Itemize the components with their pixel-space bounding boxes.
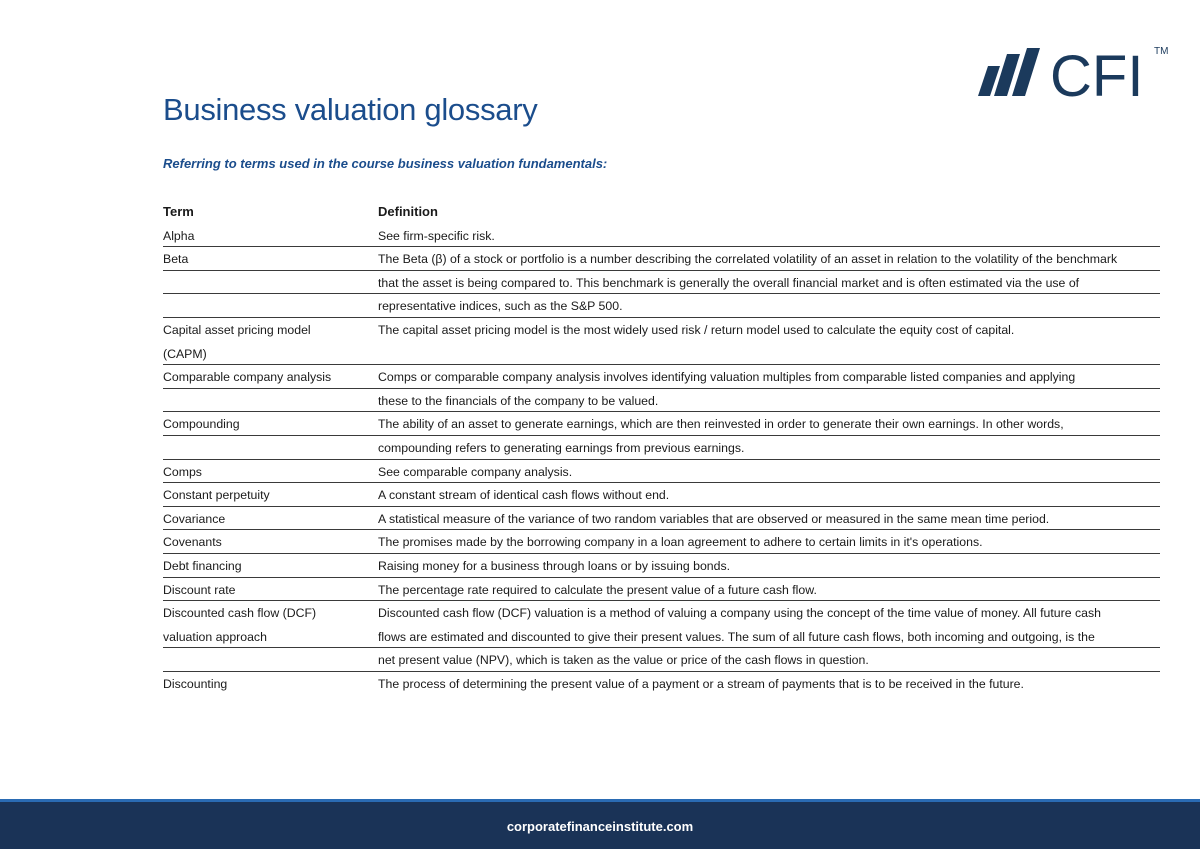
term-cell: Debt financing: [163, 558, 242, 573]
table-row: [163, 342, 1160, 366]
footer-website-link[interactable]: corporatefinanceinstitute.com: [506, 819, 694, 834]
table-row: [163, 436, 1160, 460]
table-row: [163, 389, 1160, 413]
term-cell: Comparable company analysis: [163, 370, 332, 385]
cfi-logo: [974, 40, 1174, 102]
glossary-table: [163, 200, 1160, 695]
definition-cell: representative indices, such as the S&P 500.: [378, 299, 623, 314]
term-cell: valuation approach: [163, 629, 267, 644]
term-cell: Discounting: [163, 676, 228, 691]
term-cell: Covariance: [163, 511, 226, 526]
table-row: [163, 365, 1160, 389]
table-row: [163, 318, 1160, 342]
table-header-row: [163, 200, 1160, 224]
table-row: [163, 625, 1160, 649]
table-row: [163, 554, 1160, 578]
term-cell: Covenants: [163, 535, 222, 550]
footer-bar: [0, 799, 1200, 849]
table-row: [163, 294, 1160, 318]
table-row: [163, 247, 1160, 271]
svg-text:TM: TM: [1154, 46, 1169, 57]
svg-text:CFI: CFI: [1050, 44, 1144, 102]
cfi-logo-mark: [974, 40, 1174, 102]
definition-cell: The ability of an asset to generate earnings, which are then reinvested in order to generate their own earnings. In other words,: [378, 417, 1064, 432]
definition-cell: See comparable company analysis.: [378, 464, 573, 479]
definition-cell: flows are estimated and discounted to give their present values. The sum of all future cash flows, both incoming and outgoing, is the: [378, 629, 1095, 644]
page-subtitle: Referring to terms used in the course business valuation fundamentals:: [163, 156, 608, 171]
table-row: [163, 483, 1160, 507]
table-row: [163, 578, 1160, 602]
definition-cell: The percentage rate required to calculate the present value of a future cash flow.: [378, 582, 817, 597]
definition-cell: Comps or comparable company analysis involves identifying valuation multiples from comparable listed companies and applying: [378, 370, 1076, 385]
term-cell: Alpha: [163, 228, 195, 243]
definition-cell: Raising money for a business through loans or by issuing bonds.: [378, 558, 731, 573]
term-cell: Beta: [163, 252, 189, 267]
table-body: [163, 224, 1160, 696]
definition-cell: A statistical measure of the variance of two random variables that are observed or measured in the same mean time period.: [378, 511, 1050, 526]
term-cell: Capital asset pricing model: [163, 322, 311, 337]
definition-cell: The process of determining the present value of a payment or a stream of payments that is to be received in the future.: [378, 676, 1024, 691]
column-header-definition: Definition: [378, 204, 438, 219]
table-row: [163, 530, 1160, 554]
definition-cell: compounding refers to generating earnings from previous earnings.: [378, 440, 745, 455]
definition-cell: Discounted cash flow (DCF) valuation is a method of valuing a company using the concept of the time value of money. All future cash: [378, 606, 1101, 621]
definition-cell: net present value (NPV), which is taken as the value or price of the cash flows in question.: [378, 653, 869, 668]
page-title: Business valuation glossary: [163, 92, 538, 127]
term-cell: Comps: [163, 464, 202, 479]
definition-cell: The capital asset pricing model is the most widely used risk / return model used to calculate the equity cost of capital.: [378, 322, 1015, 337]
term-cell: Discounted cash flow (DCF): [163, 606, 317, 621]
definition-cell: A constant stream of identical cash flows without end.: [378, 488, 670, 503]
table-row: [163, 601, 1160, 625]
definition-cell: these to the financials of the company to be valued.: [378, 393, 659, 408]
table-row: [163, 460, 1160, 484]
definition-cell: The promises made by the borrowing company in a loan agreement to adhere to certain limits in it's operations.: [378, 535, 983, 550]
column-header-term: Term: [163, 204, 194, 219]
table-row: [163, 648, 1160, 672]
table-row: [163, 672, 1160, 696]
term-cell: Discount rate: [163, 582, 236, 597]
table-row: [163, 507, 1160, 531]
definition-cell: The Beta (β) of a stock or portfolio is a number describing the correlated volatility of an asset in relation to the volatility of the benchmark: [378, 252, 1118, 267]
term-cell: Compounding: [163, 417, 240, 432]
table-row: [163, 412, 1160, 436]
term-cell: Constant perpetuity: [163, 488, 270, 503]
table-row: [163, 224, 1160, 248]
table-row: [163, 271, 1160, 295]
definition-cell: See firm-specific risk.: [378, 228, 495, 243]
term-cell: (CAPM): [163, 346, 207, 361]
definition-cell: that the asset is being compared to. This benchmark is generally the overall financial market and is often estimated via the use of: [378, 275, 1080, 290]
